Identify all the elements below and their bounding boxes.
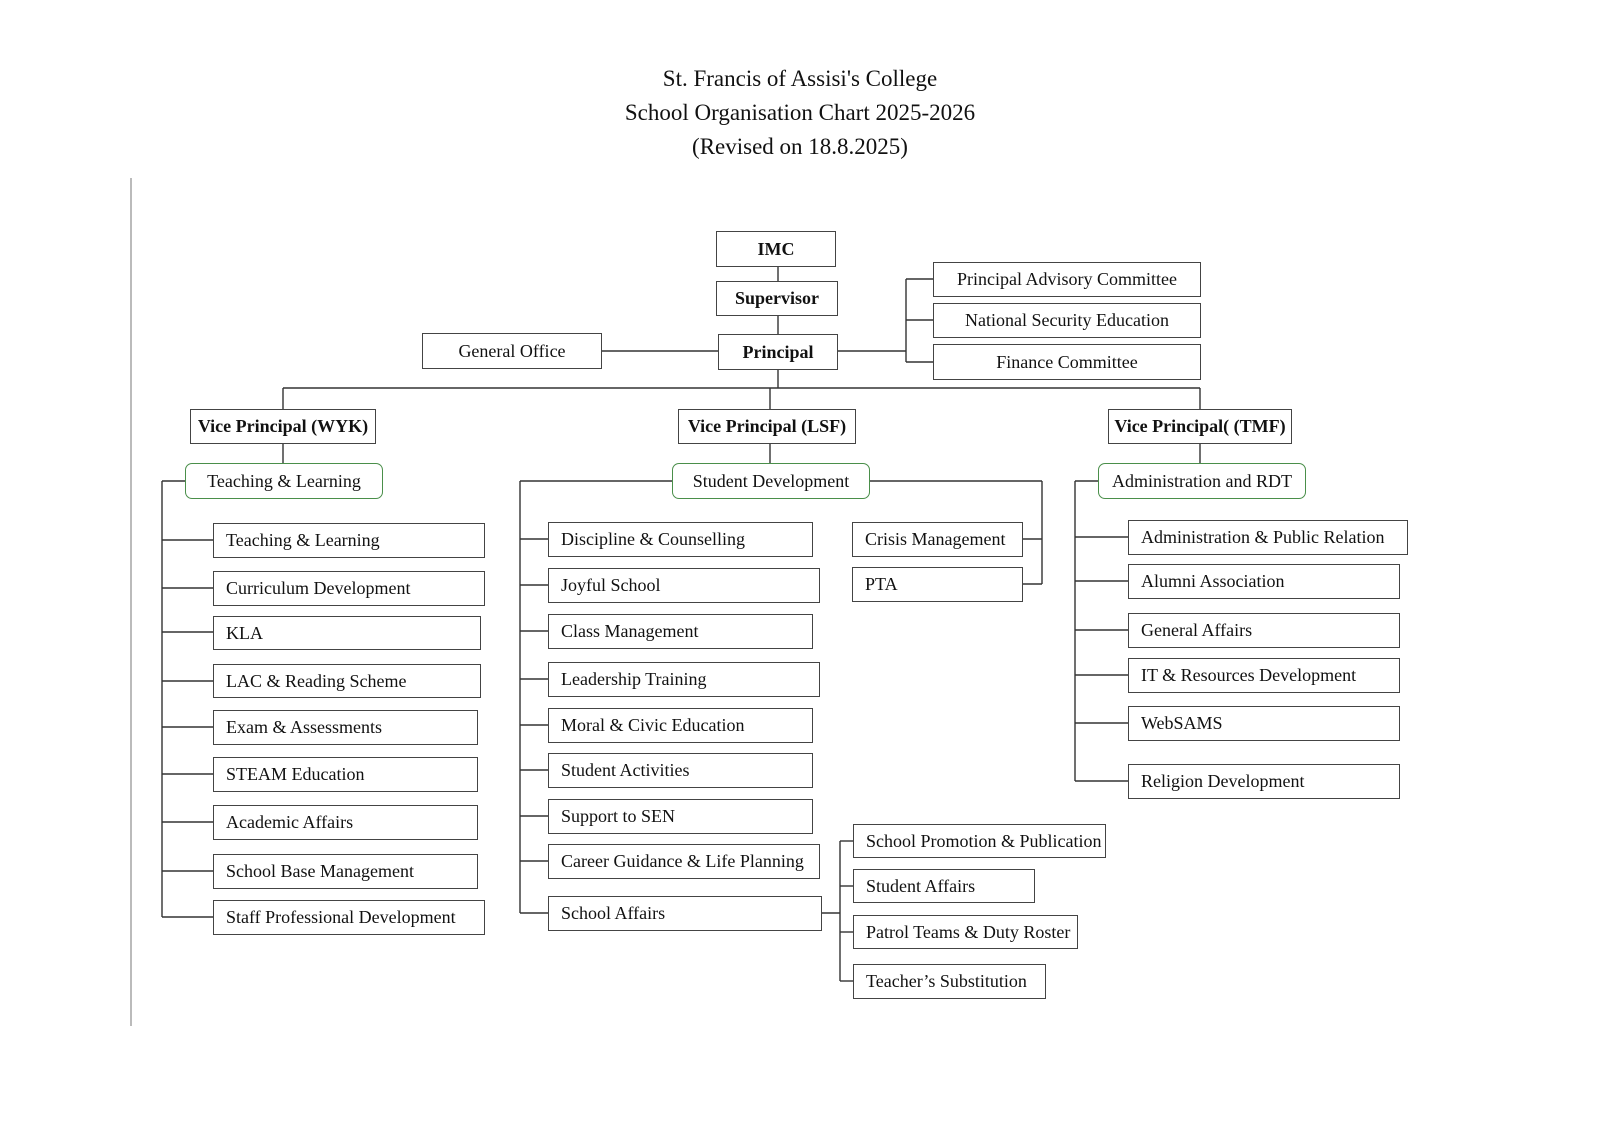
node-student-development-head-label: Student Development	[692, 470, 850, 491]
node-finance-committee[interactable]	[933, 344, 1201, 380]
node-national-security-education[interactable]	[933, 303, 1201, 338]
node-wyk-item-label: Curriculum Development	[226, 578, 411, 598]
node-wyk-item-label: Academic Affairs	[226, 812, 354, 832]
node-wyk-item-label: Staff Professional Development	[226, 907, 456, 927]
node-general-office-label: General Office	[458, 340, 566, 361]
node-lsf-item-label: Moral & Civic Education	[561, 715, 745, 735]
title-line-3: (Revised on 18.8.2025)	[692, 134, 908, 159]
node-tmf-item[interactable]	[1128, 706, 1400, 741]
node-school-affairs-child-label: Patrol Teams & Duty Roster	[866, 921, 1071, 942]
node-student-development-head[interactable]	[672, 463, 870, 499]
node-lsf-item[interactable]	[548, 522, 813, 557]
node-wyk-item-label: Teaching & Learning	[226, 530, 380, 550]
node-imc[interactable]	[716, 231, 836, 267]
node-wyk-item-label: LAC & Reading Scheme	[226, 670, 407, 691]
node-teaching-and-learning-head[interactable]	[185, 463, 383, 499]
title-line-1: St. Francis of Assisi's College	[662, 66, 938, 91]
node-tmf-item-label: Administration & Public Relation	[1141, 527, 1385, 547]
node-wyk-item-label: Exam & Assessments	[226, 717, 382, 737]
node-vp-wyk-label: Vice Principal (WYK)	[197, 416, 369, 436]
node-school-affairs-child[interactable]	[853, 915, 1078, 949]
node-wyk-item[interactable]	[213, 523, 485, 558]
node-lsf-item-label: Leadership Training	[561, 669, 707, 689]
node-lsf-item[interactable]	[548, 844, 820, 879]
node-administration-head-label: Administration and RDT	[1112, 470, 1292, 491]
node-supervisor-label: Supervisor	[734, 288, 819, 308]
node-tmf-item-label: WebSAMS	[1141, 713, 1223, 733]
node-wyk-item-label: KLA	[226, 622, 263, 643]
node-pta[interactable]	[852, 567, 1023, 602]
node-lsf-item-label: Career Guidance & Life Planning	[561, 851, 804, 871]
node-lsf-item-label: Student Activities	[561, 760, 690, 780]
node-wyk-item[interactable]	[213, 616, 481, 650]
node-school-affairs-child-label: Teacher’s Substitution	[866, 971, 1027, 991]
node-wyk-item[interactable]	[213, 571, 485, 606]
node-teaching-learning-head-label: Teaching & Learning	[207, 470, 361, 491]
node-school-affairs-child-label: Student Affairs	[866, 875, 976, 896]
node-administration-and-rdt-head[interactable]	[1098, 463, 1306, 499]
node-lsf-item-label: Discipline & Counselling	[561, 529, 745, 549]
node-national-security-label: National Security Education	[965, 310, 1169, 330]
node-wyk-item[interactable]	[213, 900, 485, 935]
node-wyk-item[interactable]	[213, 854, 478, 889]
node-principal[interactable]	[718, 334, 838, 370]
node-supervisor[interactable]	[716, 281, 838, 316]
node-vice-principal-tmf[interactable]	[1108, 409, 1292, 444]
node-tmf-item[interactable]	[1128, 764, 1400, 799]
node-vp-lsf-label: Vice Principal (LSF)	[687, 416, 847, 436]
node-tmf-item[interactable]	[1128, 658, 1400, 693]
node-tmf-item[interactable]	[1128, 564, 1400, 599]
node-crisis-management-label: Crisis Management	[865, 529, 1006, 549]
node-lsf-item[interactable]	[548, 708, 813, 743]
node-imc-label: IMC	[757, 238, 795, 259]
node-principal-advisory-committee[interactable]	[933, 262, 1201, 297]
node-lsf-item[interactable]	[548, 896, 822, 931]
node-lsf-item[interactable]	[548, 614, 813, 649]
node-school-affairs-child[interactable]	[853, 824, 1106, 858]
node-tmf-item[interactable]	[1128, 520, 1408, 555]
node-lsf-item-label: Joyful School	[561, 575, 661, 595]
node-tmf-item-label: Religion Development	[1141, 771, 1305, 791]
node-principal-label: Principal	[742, 341, 814, 362]
node-wyk-item[interactable]	[213, 805, 478, 840]
node-school-affairs-child[interactable]	[853, 964, 1046, 999]
node-lsf-item[interactable]	[548, 662, 820, 697]
node-crisis-management[interactable]	[852, 522, 1023, 557]
node-school-affairs-child[interactable]	[853, 869, 1035, 903]
node-wyk-item-label: School Base Management	[226, 861, 414, 881]
node-lsf-item[interactable]	[548, 799, 813, 834]
node-lsf-item[interactable]	[548, 753, 813, 788]
node-lsf-item[interactable]	[548, 568, 820, 603]
node-tmf-item-label: IT & Resources Development	[1141, 665, 1357, 685]
node-lsf-item-label: Class Management	[561, 621, 699, 641]
node-wyk-item[interactable]	[213, 757, 478, 792]
node-wyk-item[interactable]	[213, 710, 478, 745]
node-wyk-item[interactable]	[213, 664, 481, 698]
node-tmf-item-label: Alumni Association	[1141, 571, 1285, 591]
node-lsf-item-label: Support to SEN	[561, 806, 676, 826]
node-tmf-item[interactable]	[1128, 613, 1400, 648]
node-vice-principal-wyk[interactable]	[190, 409, 376, 444]
node-principal-advisory-label: Principal Advisory Committee	[957, 269, 1177, 289]
node-wyk-item-label: STEAM Education	[226, 764, 365, 784]
node-school-affairs-child-label: School Promotion & Publication	[866, 830, 1102, 851]
node-tmf-item-label: General Affairs	[1141, 620, 1253, 640]
node-finance-committee-label: Finance Committee	[996, 351, 1138, 372]
node-general-office[interactable]	[422, 333, 602, 369]
node-vp-tmf-label: Vice Principal( (TMF)	[1114, 416, 1286, 436]
node-pta-label: PTA	[865, 574, 898, 594]
page-margin-rule	[130, 178, 132, 1026]
node-lsf-item-label: School Affairs	[561, 903, 666, 923]
node-vice-principal-lsf[interactable]	[678, 409, 856, 444]
title-line-2: School Organisation Chart 2025-2026	[624, 100, 976, 125]
